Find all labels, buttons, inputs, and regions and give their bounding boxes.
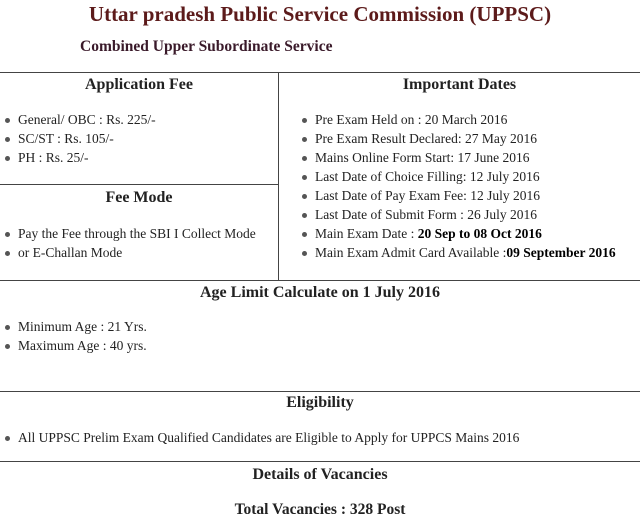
list-item (297, 167, 616, 186)
list-item: General/ OBC : Rs. 225/- (0, 110, 156, 129)
date-label: Main Exam Date : (315, 226, 418, 241)
important-dates-list (297, 110, 616, 262)
date-value: 09 September 2016 (506, 245, 616, 260)
list-item: Pay the Fee through the SBI I Collect Mode (0, 224, 256, 243)
fee-section-divider (0, 184, 279, 185)
list-item: PH : Rs. 25/- (0, 148, 156, 167)
list-item (297, 205, 616, 224)
application-fee-heading: Application Fee (85, 76, 193, 93)
list-item (297, 110, 616, 129)
list-item (297, 224, 616, 243)
list-item: Maximum Age : 40 yrs. (0, 336, 147, 355)
eligibility-section-divider (0, 391, 640, 392)
date-label: Main Exam Admit Card Available : (315, 245, 507, 260)
eligibility-list (0, 428, 519, 447)
date-label: Last Date of Pay Exam Fee: 12 July 2016 (315, 188, 540, 203)
date-label: Mains Online Form Start: 17 June 2016 (315, 150, 530, 165)
list-item (297, 129, 616, 148)
list-item: Minimum Age : 21 Yrs. (0, 317, 147, 336)
list-item: or E-Challan Mode (0, 243, 256, 262)
fee-mode-heading: Fee Mode (105, 189, 173, 206)
page-title: Uttar pradesh Public Service Commission (UPPSC) (88, 2, 552, 26)
application-fee-list (0, 110, 156, 167)
vacancies-section-divider (0, 461, 640, 462)
page-subtitle: Combined Upper Subordinate Service (80, 38, 333, 55)
list-item (297, 148, 616, 167)
fee-mode-list (0, 224, 256, 262)
date-label: Pre Exam Held on : 20 March 2016 (315, 112, 508, 127)
date-value: 20 Sep to 08 Oct 2016 (417, 226, 542, 241)
age-limit-list (0, 317, 147, 355)
date-label: Pre Exam Result Declared: 27 May 2016 (315, 131, 537, 146)
list-item: All UPPSC Prelim Exam Qualified Candidates are Eligible to Apply for UPPCS Mains 2016 (0, 428, 519, 447)
total-vacancies: Total Vacancies : 328 Post (234, 501, 406, 518)
vacancies-heading: Details of Vacancies (252, 466, 388, 483)
list-item (297, 243, 616, 262)
list-item (297, 186, 616, 205)
important-dates-heading: Important Dates (402, 76, 517, 93)
age-limit-heading: Age Limit Calculate on 1 July 2016 (200, 284, 440, 301)
date-label: Last Date of Submit Form : 26 July 2016 (315, 207, 537, 222)
eligibility-heading: Eligibility (286, 394, 354, 411)
table-border-top (0, 72, 640, 73)
age-section-divider (0, 280, 640, 281)
column-divider (278, 72, 279, 280)
date-label: Last Date of Choice Filling: 12 July 2016 (315, 169, 540, 184)
list-item: SC/ST : Rs. 105/- (0, 129, 156, 148)
